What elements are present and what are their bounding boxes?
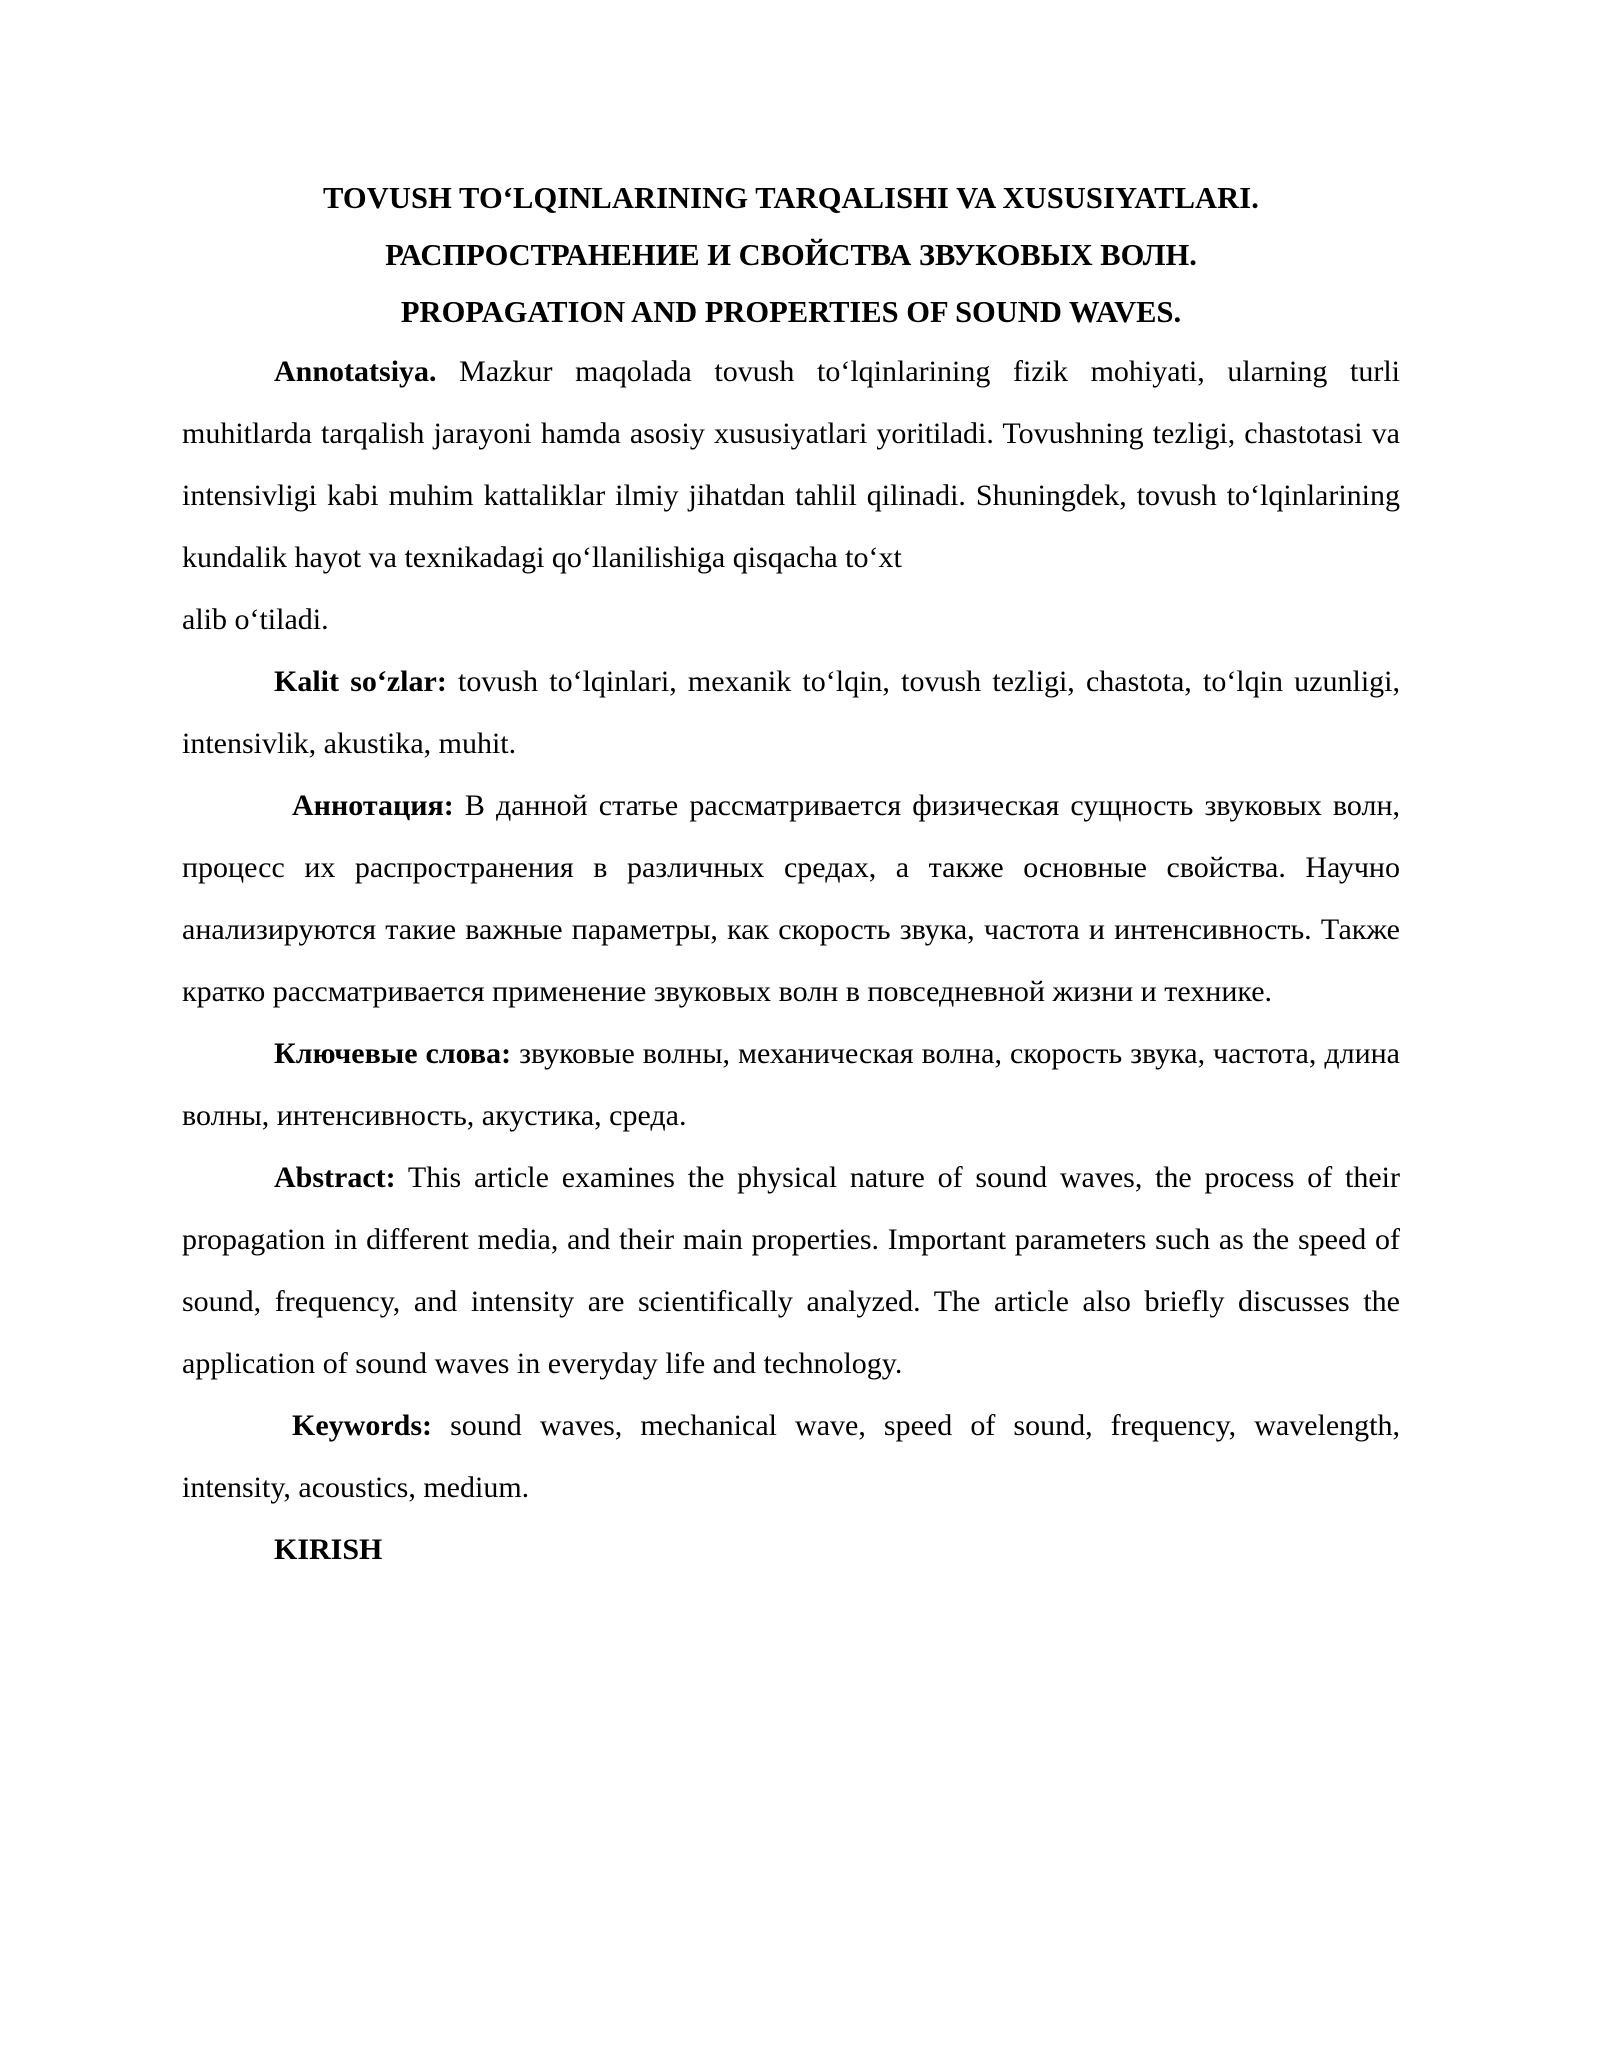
title-line-english: PROPAGATION AND PROPERTIES OF SOUND WAVES. (400, 295, 1182, 329)
abstract-text: This article examines the physical nature of sound waves, the process of their propagation in different media, and their main properties. Important parameters such as the speed of sound, frequency, and intensity are scientifically analyzed. The article also briefly discusses the application of sound waves in everyday life and technology. (182, 1161, 1400, 1380)
title-line-russian: РАСПРОСТРАНЕНИЕ И СВОЙСТВА ЗВУКОВЫХ ВОЛН. (385, 238, 1197, 272)
annotatsiya-label: Annotatsiya. (274, 355, 437, 388)
kalit-sozlar-label: Kalit so‘zlar: (274, 665, 447, 698)
annotaciya-label: Аннотация: (292, 789, 454, 822)
section-heading-kirish: KIRISH (274, 1533, 383, 1566)
title-line-uzbek: TOVUSH TO‘LQINLARINING TARQALISHI VA XUSUSIYATLARI. (323, 181, 1259, 215)
abstract-label: Abstract: (274, 1161, 396, 1194)
klyuchevye-slova-text: звуковые волны, механическая волна, скорость звука, частота, длина волны, интенсивность, акустика, среда. (182, 1037, 1401, 1132)
paragraph-keywords (182, 1395, 1400, 1519)
paragraph-abstract (182, 1147, 1400, 1395)
paragraph-klyuchevye-slova (182, 1023, 1400, 1147)
article-title-block (182, 170, 1400, 341)
paragraph-annotatsiya (182, 341, 1400, 589)
document-body (182, 170, 1400, 1581)
keywords-text: sound waves, mechanical wave, speed of sound, frequency, wavelength, intensity, acoustics, medium. (182, 1409, 1400, 1504)
paragraph-kalit-sozlar (182, 651, 1400, 775)
annotatsiya-orphan-line: alib o‘tiladi. (182, 603, 329, 636)
keywords-label: Keywords: (292, 1409, 432, 1442)
annotatsiya-text: Mazkur maqolada tovush to‘lqinlarining fizik mohiyati, ularning turli muhitlarda tarqalish jarayoni hamda asosiy xususiyatlari yoritiladi. Tovushning tezligi, chastotasi va intensivligi kabi muhim kattaliklar ilmiy jihatdan tahlil qilinadi. Shuningdek, tovush to‘lqinlarining kundalik hayot va texnikadagi qo‘llanilishiga qisqacha to‘xt (182, 355, 1400, 574)
klyuchevye-slova-label: Ключевые слова: (274, 1037, 512, 1070)
paragraph-annotaciya (182, 775, 1400, 1023)
kalit-sozlar-text: tovush to‘lqinlari, mexanik to‘lqin, tovush tezligi, chastota, to‘lqin uzunligi, intensivlik, akustika, muhit. (182, 665, 1400, 760)
annotaciya-text: В данной статье рассматривается физическая сущность звуковых волн, процесс их распространения в различных средах, а также основные свойства. Научно анализируются такие важные параметры, как скорость звука, частота и интенсивность. Также кратко рассматривается применение звуковых волн в повседневной жизни и технике. (182, 789, 1401, 1008)
